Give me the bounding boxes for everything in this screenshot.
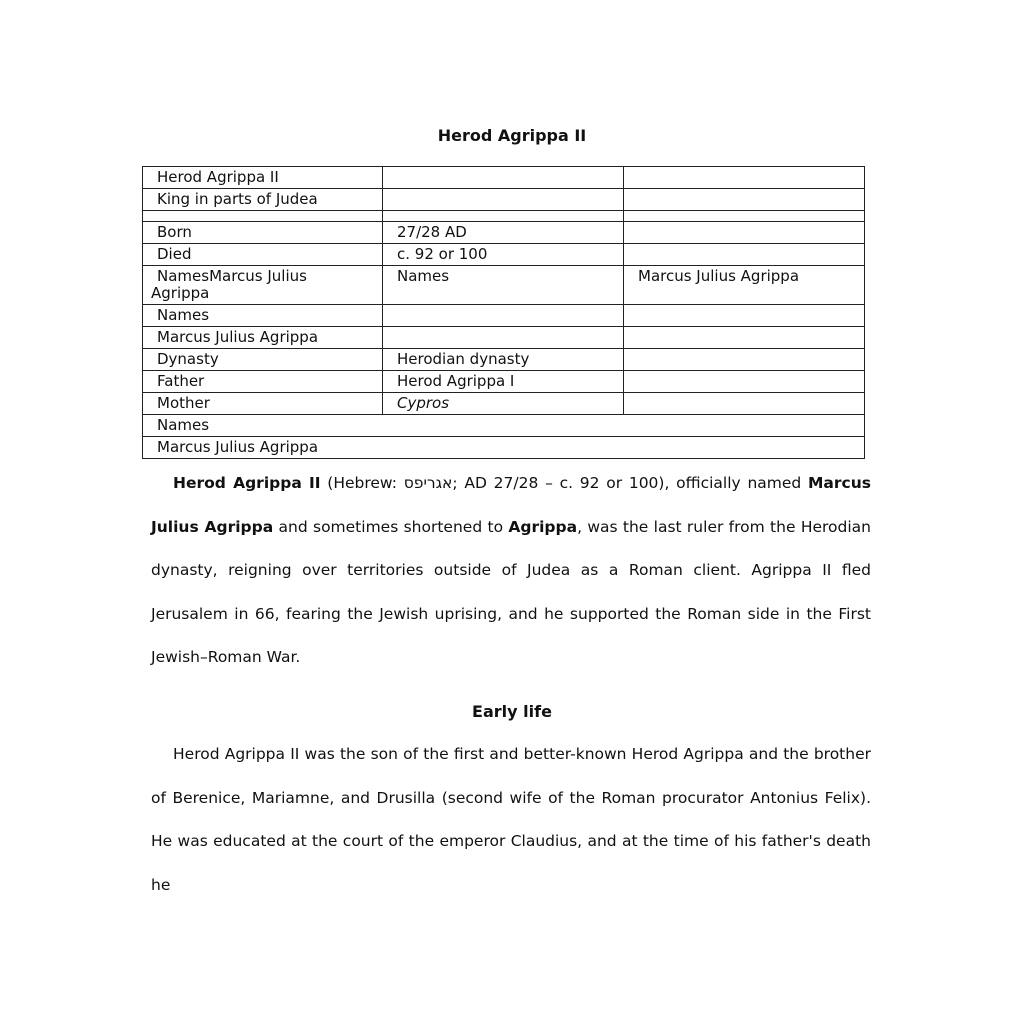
mother-label: Mother <box>143 393 383 415</box>
table-row <box>143 167 865 189</box>
table-row <box>143 393 865 415</box>
father-label: Father <box>143 371 383 393</box>
born-value: 27/28 AD <box>383 222 624 244</box>
section-heading: Early life <box>472 702 552 721</box>
infobox-cell <box>624 349 865 371</box>
table-row <box>143 222 865 244</box>
intro-paragraph <box>151 462 871 680</box>
full-name: Marcus Julius Agrippa <box>151 474 871 536</box>
infobox-cell <box>624 211 865 222</box>
died-value: c. 92 or 100 <box>383 244 624 266</box>
table-row <box>143 437 865 459</box>
infobox-cell <box>624 189 865 211</box>
infobox-cell <box>624 222 865 244</box>
infobox-table <box>142 166 865 459</box>
born-label: Born <box>143 222 383 244</box>
names-value: Marcus Julius Agrippa <box>143 327 383 349</box>
paragraph-text: (Hebrew: אגריפס; AD 27/28 – c. 92 or 100), officially named <box>320 474 808 492</box>
table-row <box>143 211 865 222</box>
table-row <box>143 305 865 327</box>
dynasty-label: Dynasty <box>143 349 383 371</box>
infobox-cell: Herod Agrippa II <box>143 167 383 189</box>
infobox-cell <box>624 371 865 393</box>
names-value: Marcus Julius Agrippa <box>143 437 865 459</box>
table-row <box>143 244 865 266</box>
names-label: Names <box>383 266 624 305</box>
infobox-cell <box>383 189 624 211</box>
names-cell-line1: NamesMarcus Julius <box>157 267 307 285</box>
dynasty-value: Herodian dynasty <box>383 349 624 371</box>
table-row <box>143 189 865 211</box>
infobox-cell <box>624 393 865 415</box>
paragraph-text: and sometimes shortened to <box>273 517 509 536</box>
infobox-cell <box>383 167 624 189</box>
names-cell <box>143 266 383 305</box>
page-title: Herod Agrippa II <box>437 126 587 145</box>
table-row <box>143 327 865 349</box>
father-value: Herod Agrippa I <box>383 371 624 393</box>
infobox-cell <box>383 211 624 222</box>
table-row <box>143 349 865 371</box>
infobox-cell: King in parts of Judea <box>143 189 383 211</box>
infobox-cell <box>624 327 865 349</box>
died-label: Died <box>143 244 383 266</box>
table-row <box>143 371 865 393</box>
infobox-cell <box>383 327 624 349</box>
subject-name: Herod Agrippa II <box>173 474 321 492</box>
names-cell-line2: Agrippa <box>151 284 210 302</box>
infobox-cell <box>624 244 865 266</box>
table-row <box>143 266 865 305</box>
mother-value: Cypros <box>383 393 624 415</box>
infobox-cell <box>143 211 383 222</box>
table-row <box>143 415 865 437</box>
names-label: Names <box>143 415 865 437</box>
names-value: Marcus Julius Agrippa <box>624 266 865 305</box>
infobox-cell <box>624 305 865 327</box>
paragraph-text: Herod Agrippa II was the son of the first and better-known Herod Agrippa and the brother of Berenice, Mariamne, and Drusilla (second wife of the Roman procurator Antonius Felix). He was educated at the court of the emperor Claudius, and at the time of his father's death he <box>151 745 871 894</box>
short-name: Agrippa <box>508 517 578 536</box>
paragraph-text: , was the last ruler from the Herodian dynasty, reigning over territories outside of Judea as a Roman client. Agrippa II fled Jerusalem in 66, fearing the Jewish uprising, and he supported the Roman side in the First Jewish–Roman War. <box>151 517 871 666</box>
early-life-paragraph <box>151 733 871 907</box>
names-label: Names <box>143 305 383 327</box>
infobox-cell <box>624 167 865 189</box>
infobox-cell <box>383 305 624 327</box>
